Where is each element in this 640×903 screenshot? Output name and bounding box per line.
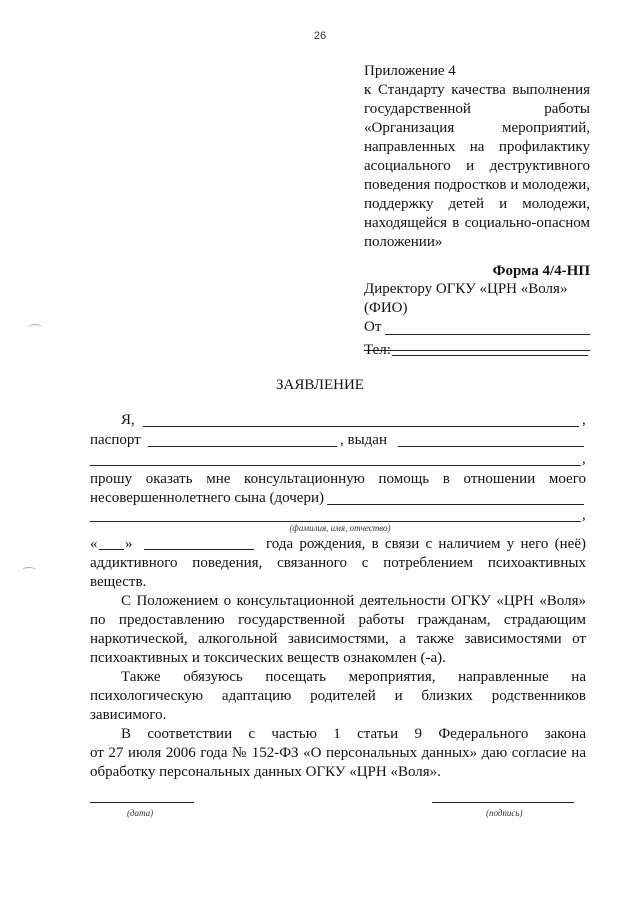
date-hint: (дата) bbox=[127, 808, 154, 818]
issued-field[interactable] bbox=[398, 446, 584, 447]
para1-line-3: наркотической, алкогольной зависимостями, а также зависимостями от bbox=[90, 631, 586, 647]
appendix-line-4: «Организация мероприятий, bbox=[364, 120, 590, 136]
birth-day-field[interactable] bbox=[99, 549, 124, 550]
addressee-fio: (ФИО) bbox=[364, 300, 408, 316]
para2-line-1: Также обязуюсь посещать мероприятия, направленные на bbox=[121, 669, 586, 685]
para3-line-3: обработку персональных данных ОГКУ «ЦРН «Воля». bbox=[90, 764, 441, 780]
signature-hint: (подпись) bbox=[486, 808, 523, 818]
appendix-line-3: государственной работы bbox=[364, 101, 590, 117]
issued-comma: , bbox=[582, 451, 586, 467]
para2-line-3: зависимого. bbox=[90, 707, 167, 723]
para3-line-1: В соответствии с частью 1 статьи 9 Федерального закона bbox=[121, 726, 586, 742]
appendix-line-2: к Стандарту качества выполнения bbox=[364, 82, 590, 98]
ya-comma: , bbox=[582, 412, 586, 428]
para3-line-2: от 27 июля 2006 года № 152-ФЗ «О персональных данных» даю согласие на bbox=[90, 745, 586, 761]
child-comma: , bbox=[582, 507, 586, 523]
from-field-2[interactable] bbox=[364, 350, 590, 351]
quote-open: « bbox=[90, 536, 98, 552]
appendix-line-7: поведения подростков и молодежи, bbox=[364, 177, 590, 193]
para1-line-1: С Положением о консультационной деятельности ОГКУ «ЦРН «Воля» bbox=[121, 593, 586, 609]
para1-line-2: по предоставлению государственной работы гражданам, страдающим bbox=[90, 612, 586, 628]
from-field[interactable] bbox=[385, 334, 590, 335]
birth-line-3: веществ. bbox=[90, 574, 147, 590]
form-code: Форма 4/4-НП bbox=[492, 263, 590, 279]
tel-field[interactable] bbox=[392, 355, 588, 356]
child-name-field-2[interactable] bbox=[90, 521, 581, 522]
appendix-line-10: положении» bbox=[364, 234, 443, 250]
issued-field-2[interactable] bbox=[90, 465, 581, 466]
from-label: От bbox=[364, 319, 382, 335]
para2-line-2: психологическую адаптацию родителей и близких родственников bbox=[90, 688, 586, 704]
para1-line-4: психоактивных и токсических веществ ознакомлен (-а). bbox=[90, 650, 446, 666]
appendix-line-8: поддержку детей и молодежи, bbox=[364, 196, 590, 212]
addressee-director: Директору ОГКУ «ЦРН «Воля» bbox=[364, 281, 568, 297]
request-line-2: несовершеннолетнего сына (дочери) bbox=[90, 490, 324, 506]
applicant-name-field[interactable] bbox=[143, 426, 579, 427]
appendix-line-5: направленных на профилактику bbox=[364, 139, 590, 155]
appendix-line-9: находящейся в социально-опасном bbox=[364, 215, 590, 231]
issued-label: , выдан bbox=[340, 432, 387, 448]
birth-month-field[interactable] bbox=[144, 549, 254, 550]
signature-field[interactable] bbox=[432, 802, 574, 803]
child-name-field[interactable] bbox=[327, 504, 584, 505]
appendix-line-1: Приложение 4 bbox=[364, 63, 456, 79]
tel-label: Тел: bbox=[364, 342, 391, 358]
appendix-line-6: асоциального и деструктивного bbox=[364, 158, 590, 174]
quote-close: » bbox=[125, 536, 133, 552]
passport-label: паспорт bbox=[90, 432, 141, 448]
date-field[interactable] bbox=[90, 802, 194, 803]
scan-mark-top bbox=[28, 324, 42, 331]
document-title: ЗАЯВЛЕНИЕ bbox=[276, 377, 364, 393]
birth-line-1: года рождения, в связи с наличием у него (неё) bbox=[266, 536, 586, 552]
scan-mark-bottom bbox=[22, 567, 36, 574]
birth-line-2: аддиктивного поведения, связанного с потреблением психоактивных bbox=[90, 555, 586, 571]
passport-field[interactable] bbox=[148, 446, 337, 447]
fio-hint: (фамилия, имя, отчество) bbox=[289, 523, 391, 533]
page-number: 26 bbox=[313, 30, 327, 42]
request-line-1: прошу оказать мне консультационную помощь в отношении моего bbox=[90, 471, 586, 487]
ya-label: Я, bbox=[121, 412, 135, 428]
